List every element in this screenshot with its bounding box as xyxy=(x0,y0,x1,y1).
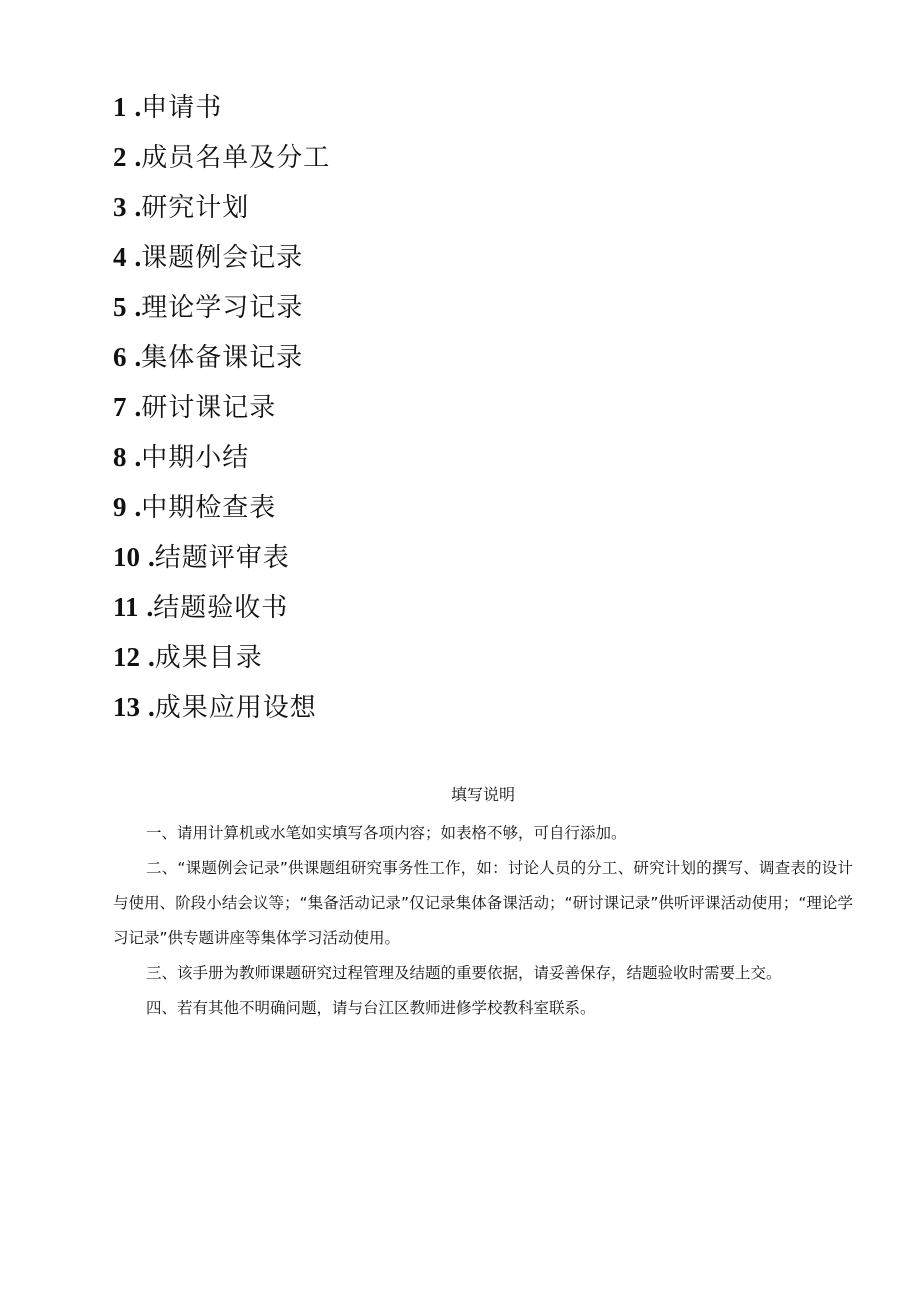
toc-item-label: 研讨课记录 xyxy=(141,393,277,423)
toc-item-number: 5 xyxy=(113,292,127,322)
toc-item-number: 1 xyxy=(113,92,127,122)
toc-item-label: 申请书 xyxy=(141,93,223,123)
toc-item-separator: . xyxy=(134,242,142,272)
toc-item xyxy=(113,582,330,632)
toc-item-separator: . xyxy=(134,142,142,172)
toc-item-separator: . xyxy=(148,692,155,722)
toc-item-label: 中期小结 xyxy=(141,443,250,473)
toc-item xyxy=(113,432,330,482)
toc-item xyxy=(113,232,330,282)
toc-item-separator: . xyxy=(134,92,142,122)
toc-item xyxy=(113,132,330,182)
toc-item-label: 成员名单及分工 xyxy=(141,143,331,173)
toc-item-separator: . xyxy=(148,542,155,572)
toc-item-number: 13 xyxy=(113,692,140,722)
toc-item-number: 10 xyxy=(113,542,140,572)
toc-item-label: 课题例会记录 xyxy=(141,243,304,273)
toc-item-number: 12 xyxy=(113,642,140,672)
instruction-paragraph: 二、“课题例会记录”供课题组研究事务性工作，如：讨论人员的分工、研究计划的撰写、调查表的设计与使用、阶段小结会议等；“集备活动记录”仅记录集体备课活动；“研讨课记录”供听评课活动使用；“理论学习记录”供专题讲座等集体学习活动使用。 xyxy=(113,859,853,947)
instruction-paragraph: 三、该手册为教师课题研究过程管理及结题的重要依据，请妥善保存，结题验收时需要上交。 xyxy=(146,964,782,982)
toc-item-label: 成果应用设想 xyxy=(154,693,317,723)
toc-item-label: 中期检查表 xyxy=(141,493,277,523)
toc-item-number: 7 xyxy=(113,392,127,422)
toc-item-separator: . xyxy=(146,592,154,622)
toc-item-label: 结题验收书 xyxy=(153,593,289,623)
instruction-paragraph: 一、请用计算机或水笔如实填写各项内容；如表格不够，可自行添加。 xyxy=(146,824,627,842)
toc-item-label: 集体备课记录 xyxy=(141,343,304,373)
toc-item-separator: . xyxy=(134,492,142,522)
toc-item-separator: . xyxy=(134,342,142,372)
toc-item xyxy=(113,632,330,682)
toc-item xyxy=(113,182,330,232)
toc-item xyxy=(113,282,330,332)
toc-item-separator: . xyxy=(134,392,142,422)
toc-item xyxy=(113,332,330,382)
instruction-paragraph: 四、若有其他不明确问题，请与台江区教师进修学校教科室联系。 xyxy=(146,999,596,1017)
toc-item-separator: . xyxy=(134,292,142,322)
toc-item xyxy=(113,382,330,432)
toc-item-number: 4 xyxy=(113,242,127,272)
toc-item-label: 成果目录 xyxy=(154,643,263,673)
toc-item-label: 研究计划 xyxy=(141,193,250,223)
toc-item-number: 9 xyxy=(113,492,127,522)
toc-item-number: 11 xyxy=(113,592,139,622)
toc-item-number: 8 xyxy=(113,442,127,472)
filling-instructions xyxy=(113,780,853,1026)
toc-item-number: 2 xyxy=(113,142,127,172)
toc-item xyxy=(113,82,330,132)
toc-item-separator: . xyxy=(134,442,142,472)
toc-item-number: 6 xyxy=(113,342,127,372)
toc-item-label: 理论学习记录 xyxy=(141,293,304,323)
instructions-title: 填写说明 xyxy=(450,785,515,804)
toc-item-separator: . xyxy=(134,192,142,222)
toc-item-number: 3 xyxy=(113,192,127,222)
toc-item xyxy=(113,532,330,582)
toc-item-label: 结题评审表 xyxy=(154,543,290,573)
table-of-contents xyxy=(113,82,330,732)
toc-item-separator: . xyxy=(148,642,155,672)
toc-item xyxy=(113,482,330,532)
toc-item xyxy=(113,682,330,732)
